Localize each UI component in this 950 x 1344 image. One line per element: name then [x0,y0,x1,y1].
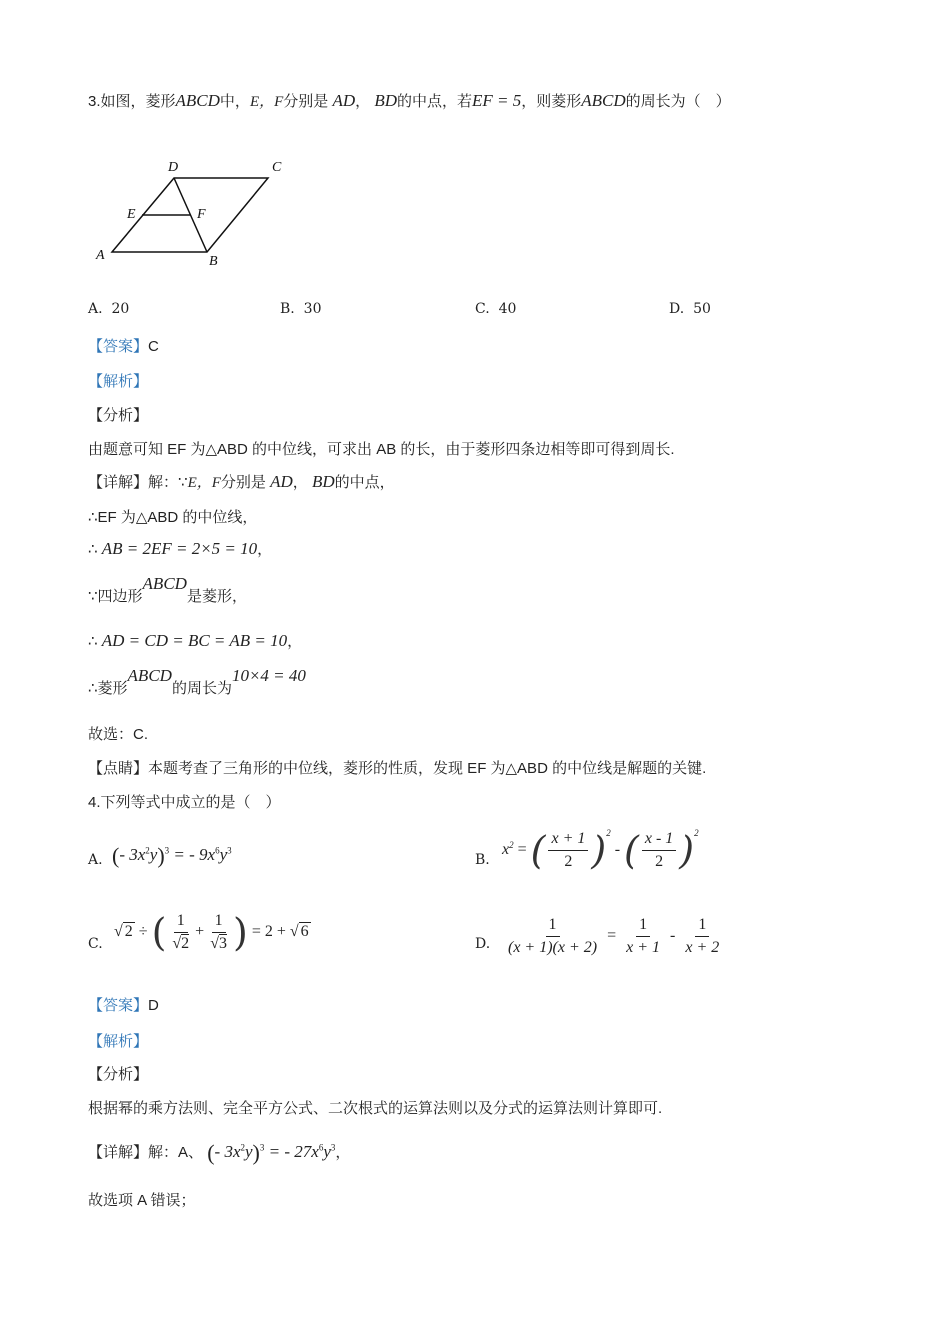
q4-option-c-letter: C. [88,936,103,952]
label-d: D [168,160,179,175]
q3-detail-line4: ∵四边形ABCD是菱形， [88,574,247,605]
q3-stem: 3.如图，菱形ABCD中，E，F分别是 AD， BD的中点，若EF = 5，则菱形ABCD的周长为（ ） [88,91,731,110]
q4-detail-line1: 【详解】解：A、 (- $3x^2y)^3$ = - $27x^6y^3$， [88,1140,351,1165]
rhombus-figure [90,150,300,275]
label-a: A [96,248,105,263]
label-b: B [209,254,218,269]
label-f: F [197,207,206,222]
q4-fenxi-tag: 【分析】 [88,1066,149,1083]
q3-option-b: B. 30 [280,301,322,317]
q4-answer: 【答案】D [88,997,159,1014]
q4-option-d-formula: $\frac{1}{(x + 1)(x + 2)}$ = $\frac{1}{x + 1}$ - $\frac{1}{x + 2}$ [508,916,720,956]
q3-detail-line2: ∴EF 为△ABD 的中位线， [88,509,258,526]
q3-option-c: C. 40 [475,301,517,317]
q4-jiexi-tag: 【解析】 [88,1033,149,1050]
q3-fenxi-text: 由题意可知 EF 为△ABD 的中位线，可求出 AB 的长，由于菱形四条边相等即可得到周长. [88,441,675,458]
q4-last-line: 故选项 A 错误； [88,1192,196,1209]
q4-fenxi-text: 根据幂的乘方法则、完全平方公式、二次根式的运算法则以及分式的运算法则计算即可. [88,1100,663,1117]
q3-dianjing: 【点睛】本题考查了三角形的中位线，菱形的性质，发现 EF 为△ABD 的中位线是解题的关键. [88,760,707,777]
label-c: C [272,160,282,175]
q4-option-a-formula: (- $3x^2y)^3$ = - $9x^6y^3$ [112,843,232,868]
q4-option-a-letter: A. [88,852,103,868]
q3-fenxi-tag: 【分析】 [88,407,149,424]
q3-detail-line1: 【详解】解：∵E，F分别是 AD， BD的中点， [88,472,395,491]
q3-option-d: D. 50 [669,301,711,317]
q3-detail-line3: ∴ AB = 2EF = 2×5 = 10， [88,539,273,558]
q4-option-c-formula: √ 2 ÷ ( $\frac{1}{√2}$ + $\frac{1}{√3}$ ) = 2 + √ 6 [114,910,309,955]
q3-detail-line6: ∴菱形ABCD的周长为10×4 = 40 [88,666,306,697]
q4-stem: 4.下列等式中成立的是（ ） [88,794,281,811]
q4-option-b-formula: $x^2$ = ( $\frac{x + 1}{2}$ )$^2$ - ( $\frac{x - 1}{2}$ )$^2$ [502,828,699,873]
q4-option-b-letter: B. [475,852,490,868]
q3-choose: 故选：C. [88,726,149,743]
q3-jiexi-tag: 【解析】 [88,373,149,390]
q4-option-d-letter: D. [475,936,491,952]
q3-answer: 【答案】C [88,338,159,355]
label-e: E [127,207,136,222]
q3-detail-line5: ∴ AD = CD = BC = AB = 10， [88,631,303,650]
q3-option-a: A. 20 [88,301,130,317]
